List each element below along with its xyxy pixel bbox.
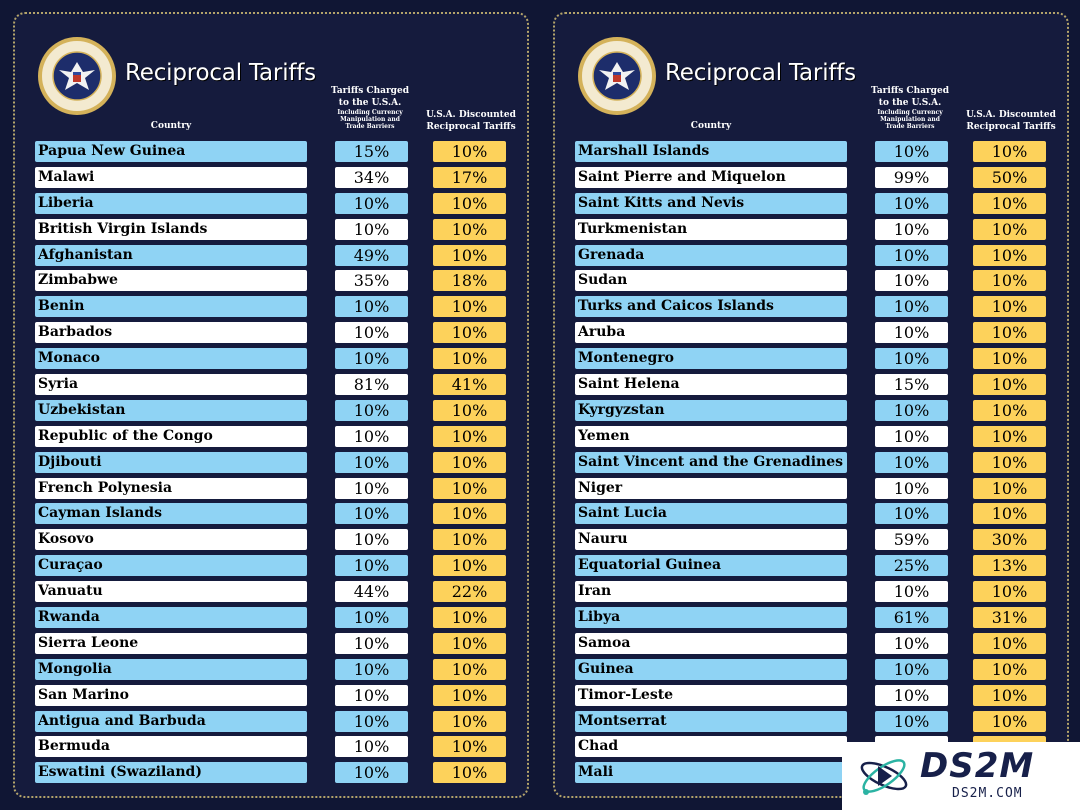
table-row [575, 502, 1051, 528]
discounted-tariff-cell: 10% [433, 633, 506, 654]
watermark-site: DS2M.COM [952, 786, 1023, 801]
charged-tariff-cell: 10% [335, 529, 408, 550]
country-cell: Mongolia [35, 659, 307, 680]
charged-header-label: Tariffs Charged to the U.S.A. [330, 86, 409, 108]
discounted-tariff-cell: 10% [433, 400, 506, 421]
discounted-tariff-cell: 10% [433, 659, 506, 680]
country-column-header: Country [690, 121, 732, 131]
charged-tariff-cell: 49% [335, 245, 408, 266]
table-row [575, 451, 1051, 477]
discounted-tariff-cell: 30% [973, 529, 1046, 550]
country-cell: Barbados [35, 322, 307, 343]
table-row [575, 710, 1051, 736]
charged-tariff-cell: 10% [875, 685, 948, 706]
country-cell: Liberia [35, 193, 307, 214]
table-row [35, 269, 511, 295]
charged-tariff-cell: 35% [335, 270, 408, 291]
country-cell: Djibouti [35, 452, 307, 473]
discounted-tariff-cell: 10% [433, 322, 506, 343]
table-row [35, 399, 511, 425]
country-cell: Libya [575, 607, 847, 628]
watermark-name: DS2M [920, 746, 1035, 786]
table-row [575, 632, 1051, 658]
country-cell: Sudan [575, 270, 847, 291]
country-cell: Turks and Caicos Islands [575, 296, 847, 317]
country-cell: Rwanda [35, 607, 307, 628]
discounted-tariff-cell: 10% [973, 581, 1046, 602]
table-row [35, 295, 511, 321]
table-row [575, 554, 1051, 580]
discounted-tariff-cell: 10% [433, 452, 506, 473]
country-cell: Monaco [35, 348, 307, 369]
presidential-seal-icon [37, 36, 117, 116]
country-cell: Uzbekistan [35, 400, 307, 421]
charged-header-sublabel: Including Currency Manipulation and Trade Barriers [877, 109, 943, 130]
country-cell: French Polynesia [35, 478, 307, 499]
country-cell: Mali [575, 762, 847, 783]
charged-tariff-cell: 10% [875, 478, 948, 499]
charged-tariff-cell: 15% [875, 374, 948, 395]
charged-tariff-cell: 10% [335, 659, 408, 680]
charged-tariff-cell: 59% [875, 529, 948, 550]
discounted-tariff-cell: 10% [433, 348, 506, 369]
discounted-tariff-cell: 10% [973, 503, 1046, 524]
discounted-tariff-cell: 10% [973, 219, 1046, 240]
charged-tariff-cell: 10% [875, 141, 948, 162]
country-cell: Saint Lucia [575, 503, 847, 524]
table-row [35, 735, 511, 761]
country-cell: Samoa [575, 633, 847, 654]
table-row [35, 761, 511, 787]
discounted-tariff-cell: 10% [433, 219, 506, 240]
country-cell: Kyrgyzstan [575, 400, 847, 421]
charged-tariff-cell: 10% [875, 322, 948, 343]
charged-tariff-cell: 10% [335, 322, 408, 343]
table-row [35, 477, 511, 503]
table-row [35, 451, 511, 477]
table-row [35, 580, 511, 606]
country-cell: Papua New Guinea [35, 141, 307, 162]
tariff-panel-left [13, 12, 529, 798]
country-cell: Antigua and Barbuda [35, 711, 307, 732]
charged-tariff-cell: 10% [875, 348, 948, 369]
discounted-tariff-cell: 10% [973, 193, 1046, 214]
table-row [35, 347, 511, 373]
table-row [575, 606, 1051, 632]
charged-tariff-cell: 10% [335, 219, 408, 240]
country-cell: Montenegro [575, 348, 847, 369]
country-cell: Timor-Leste [575, 685, 847, 706]
country-cell: Guinea [575, 659, 847, 680]
panel-title: Reciprocal Tariffs [665, 60, 856, 86]
discounted-tariff-cell: 10% [433, 141, 506, 162]
country-cell: Saint Pierre and Miquelon [575, 167, 847, 188]
charged-tariff-cell: 10% [335, 193, 408, 214]
table-row [35, 192, 511, 218]
country-cell: Equatorial Guinea [575, 555, 847, 576]
charged-tariff-cell: 99% [875, 167, 948, 188]
charged-tariff-cell: 10% [335, 503, 408, 524]
discounted-tariff-cell: 10% [973, 452, 1046, 473]
country-cell: Eswatini (Swaziland) [35, 762, 307, 783]
table-row [35, 606, 511, 632]
discounted-tariff-cell: 10% [433, 193, 506, 214]
discounted-tariff-cell: 10% [973, 141, 1046, 162]
country-cell: Republic of the Congo [35, 426, 307, 447]
country-cell: Marshall Islands [575, 141, 847, 162]
table-row [575, 295, 1051, 321]
country-cell: Aruba [575, 322, 847, 343]
presidential-seal-icon [577, 36, 657, 116]
table-row [35, 658, 511, 684]
charged-tariff-cell: 10% [335, 426, 408, 447]
country-cell: Niger [575, 478, 847, 499]
country-cell: Zimbabwe [35, 270, 307, 291]
discounted-column-header: U.S.A. Discounted Reciprocal Tariffs [426, 110, 516, 132]
atom-logo-icon [858, 752, 910, 800]
charged-tariff-cell: 10% [875, 711, 948, 732]
charged-tariff-cell: 61% [875, 607, 948, 628]
table-row [575, 425, 1051, 451]
table-row [575, 580, 1051, 606]
discounted-tariff-cell: 13% [973, 555, 1046, 576]
table-row [35, 218, 511, 244]
charged-tariff-cell: 10% [335, 736, 408, 757]
panel-title: Reciprocal Tariffs [125, 60, 316, 86]
charged-tariff-cell: 10% [875, 270, 948, 291]
charged-tariff-cell: 10% [875, 503, 948, 524]
discounted-tariff-cell: 10% [973, 633, 1046, 654]
charged-tariff-cell: 10% [335, 400, 408, 421]
country-cell: Sierra Leone [35, 633, 307, 654]
country-cell: Turkmenistan [575, 219, 847, 240]
discounted-tariff-cell: 10% [973, 426, 1046, 447]
discounted-tariff-cell: 10% [973, 374, 1046, 395]
country-cell: Iran [575, 581, 847, 602]
table-row [35, 632, 511, 658]
table-row [35, 502, 511, 528]
country-cell: Nauru [575, 529, 847, 550]
country-cell: Saint Vincent and the Grenadines [575, 452, 847, 473]
tariff-table [575, 140, 1051, 787]
table-row [575, 166, 1051, 192]
table-row [575, 528, 1051, 554]
charged-tariff-cell: 25% [875, 555, 948, 576]
charged-tariff-cell: 10% [335, 685, 408, 706]
table-row [575, 684, 1051, 710]
charged-tariff-cell: 10% [875, 452, 948, 473]
country-cell: British Virgin Islands [35, 219, 307, 240]
table-row [35, 244, 511, 270]
discounted-tariff-cell: 50% [973, 167, 1046, 188]
table-row [575, 373, 1051, 399]
charged-tariff-cell: 10% [875, 245, 948, 266]
discounted-tariff-cell: 10% [973, 296, 1046, 317]
charged-column-header [330, 85, 410, 130]
charged-tariff-cell: 10% [875, 426, 948, 447]
charged-tariff-cell: 81% [335, 374, 408, 395]
country-cell: Kosovo [35, 529, 307, 550]
discounted-tariff-cell: 10% [973, 659, 1046, 680]
charged-tariff-cell: 10% [875, 296, 948, 317]
country-cell: San Marino [35, 685, 307, 706]
country-cell: Vanuatu [35, 581, 307, 602]
charged-tariff-cell: 10% [335, 633, 408, 654]
discounted-tariff-cell: 31% [973, 607, 1046, 628]
table-row [35, 528, 511, 554]
table-row [575, 244, 1051, 270]
country-cell: Saint Kitts and Nevis [575, 193, 847, 214]
discounted-tariff-cell: 10% [433, 685, 506, 706]
table-row [575, 347, 1051, 373]
discounted-tariff-cell: 10% [973, 478, 1046, 499]
discounted-tariff-cell: 10% [973, 348, 1046, 369]
discounted-tariff-cell: 10% [433, 503, 506, 524]
table-row [575, 140, 1051, 166]
table-row [575, 477, 1051, 503]
charged-tariff-cell: 15% [335, 141, 408, 162]
tariff-panel-right [553, 12, 1069, 798]
discounted-tariff-cell: 10% [973, 245, 1046, 266]
table-row [35, 684, 511, 710]
charged-tariff-cell: 10% [335, 348, 408, 369]
discounted-tariff-cell: 10% [433, 711, 506, 732]
discounted-column-header: U.S.A. Discounted Reciprocal Tariffs [966, 110, 1056, 132]
table-row [35, 554, 511, 580]
table-row [575, 399, 1051, 425]
country-column-header: Country [150, 121, 192, 131]
charged-tariff-cell: 10% [875, 659, 948, 680]
charged-header-sublabel: Including Currency Manipulation and Trade Barriers [337, 109, 403, 130]
charged-tariff-cell: 10% [875, 633, 948, 654]
charged-tariff-cell: 10% [335, 296, 408, 317]
discounted-tariff-cell: 10% [433, 762, 506, 783]
country-cell: Bermuda [35, 736, 307, 757]
discounted-tariff-cell: 10% [973, 711, 1046, 732]
discounted-tariff-cell: 10% [973, 322, 1046, 343]
country-cell: Yemen [575, 426, 847, 447]
discounted-tariff-cell: 10% [973, 400, 1046, 421]
tariff-table [35, 140, 511, 787]
country-cell: Cayman Islands [35, 503, 307, 524]
table-row [35, 140, 511, 166]
charged-tariff-cell: 10% [875, 219, 948, 240]
table-row [35, 321, 511, 347]
discounted-tariff-cell: 10% [433, 555, 506, 576]
discounted-tariff-cell: 17% [433, 167, 506, 188]
country-cell: Saint Helena [575, 374, 847, 395]
charged-tariff-cell: 10% [335, 762, 408, 783]
discounted-tariff-cell: 10% [973, 270, 1046, 291]
country-cell: Afghanistan [35, 245, 307, 266]
country-cell: Syria [35, 374, 307, 395]
charged-tariff-cell: 10% [335, 555, 408, 576]
discounted-tariff-cell: 10% [433, 426, 506, 447]
watermark-logo [842, 742, 1080, 810]
charged-tariff-cell: 10% [875, 193, 948, 214]
table-row [575, 192, 1051, 218]
discounted-tariff-cell: 10% [433, 529, 506, 550]
charged-tariff-cell: 10% [875, 581, 948, 602]
charged-column-header [870, 85, 950, 130]
discounted-tariff-cell: 10% [433, 736, 506, 757]
discounted-tariff-cell: 10% [433, 296, 506, 317]
discounted-tariff-cell: 10% [973, 685, 1046, 706]
charged-tariff-cell: 44% [335, 581, 408, 602]
table-row [35, 425, 511, 451]
charged-tariff-cell: 10% [335, 452, 408, 473]
discounted-tariff-cell: 10% [433, 245, 506, 266]
table-row [35, 373, 511, 399]
charged-tariff-cell: 10% [335, 607, 408, 628]
table-row [575, 658, 1051, 684]
country-cell: Benin [35, 296, 307, 317]
charged-tariff-cell: 10% [875, 400, 948, 421]
charged-tariff-cell: 34% [335, 167, 408, 188]
table-row [575, 218, 1051, 244]
table-row [575, 321, 1051, 347]
discounted-tariff-cell: 41% [433, 374, 506, 395]
discounted-tariff-cell: 18% [433, 270, 506, 291]
country-cell: Grenada [575, 245, 847, 266]
discounted-tariff-cell: 10% [433, 607, 506, 628]
charged-header-label: Tariffs Charged to the U.S.A. [870, 86, 949, 108]
country-cell: Montserrat [575, 711, 847, 732]
discounted-tariff-cell: 22% [433, 581, 506, 602]
country-cell: Chad [575, 736, 847, 757]
charged-tariff-cell: 10% [335, 711, 408, 732]
country-cell: Malawi [35, 167, 307, 188]
table-row [35, 166, 511, 192]
charged-tariff-cell: 10% [335, 478, 408, 499]
table-row [575, 269, 1051, 295]
discounted-tariff-cell: 10% [433, 478, 506, 499]
country-cell: Curaçao [35, 555, 307, 576]
table-row [35, 710, 511, 736]
